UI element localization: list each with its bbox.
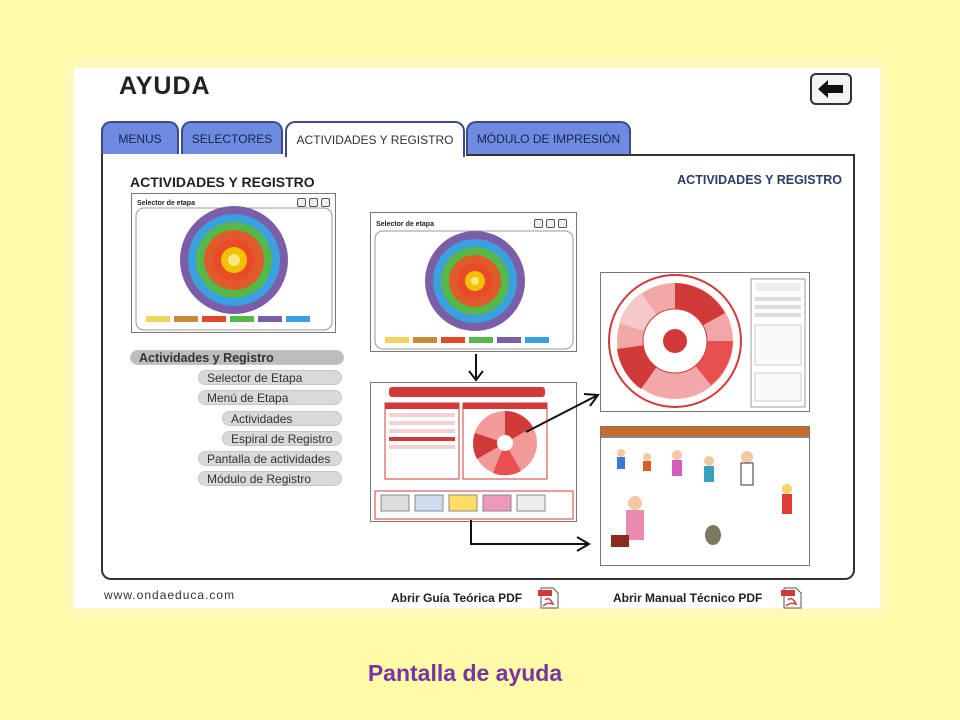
back-button[interactable]: [810, 73, 852, 105]
stage-spiral-graphic: [132, 194, 336, 333]
pdf-icon[interactable]: [780, 586, 804, 610]
tab-actividades-registro[interactable]: ACTIVIDADES Y REGISTRO: [285, 121, 465, 157]
tab-selectores[interactable]: SELECTORES: [181, 121, 283, 155]
section-title-right: ACTIVIDADES Y REGISTRO: [677, 173, 842, 187]
espiral-registro-thumbnail[interactable]: [600, 272, 810, 412]
window-title: AYUDA: [119, 72, 211, 100]
nav-modulo-registro[interactable]: Módulo de Registro: [198, 471, 342, 486]
slide-caption: Pantalla de ayuda: [367, 660, 563, 686]
nav-espiral-registro[interactable]: Espiral de Registro: [222, 431, 342, 446]
website-url[interactable]: www.ondaeduca.com: [104, 588, 236, 602]
arrow-down-icon: [466, 354, 486, 384]
pantalla-actividades-thumbnail[interactable]: [600, 426, 810, 566]
tab-modulo-impresion[interactable]: MÓDULO DE IMPRESIÓN: [466, 121, 631, 155]
stage-spiral-graphic: [371, 213, 577, 352]
record-spiral-graphic: [601, 273, 810, 412]
nav-menu-etapa[interactable]: Menú de Etapa: [198, 390, 342, 405]
selector-etapa-thumbnail-small[interactable]: [131, 193, 336, 333]
nav-pantalla-actividades[interactable]: Pantalla de actividades: [198, 451, 342, 466]
arrow-right-icon: [469, 518, 599, 588]
activity-screen-graphic: [601, 427, 810, 566]
tab-menus[interactable]: MENUS: [101, 121, 179, 155]
pdf-icon[interactable]: [537, 586, 561, 610]
nav-actividades-registro[interactable]: Actividades y Registro: [130, 350, 344, 365]
nav-actividades[interactable]: Actividades: [222, 411, 342, 426]
thumbnail-label: Selector de etapa: [376, 221, 434, 228]
arrow-left-icon: [818, 80, 844, 98]
section-title: ACTIVIDADES Y REGISTRO: [130, 174, 315, 190]
panel-top-border: [466, 154, 855, 156]
nav-selector-etapa[interactable]: Selector de Etapa: [198, 370, 342, 385]
open-guide-pdf-link[interactable]: Abrir Guía Teórica PDF: [391, 591, 523, 605]
open-manual-pdf-link[interactable]: Abrir Manual Técnico PDF: [613, 591, 763, 605]
thumbnail-label: Selector de etapa: [137, 200, 195, 207]
selector-etapa-thumbnail-large[interactable]: [370, 212, 577, 352]
help-window: [74, 68, 880, 608]
